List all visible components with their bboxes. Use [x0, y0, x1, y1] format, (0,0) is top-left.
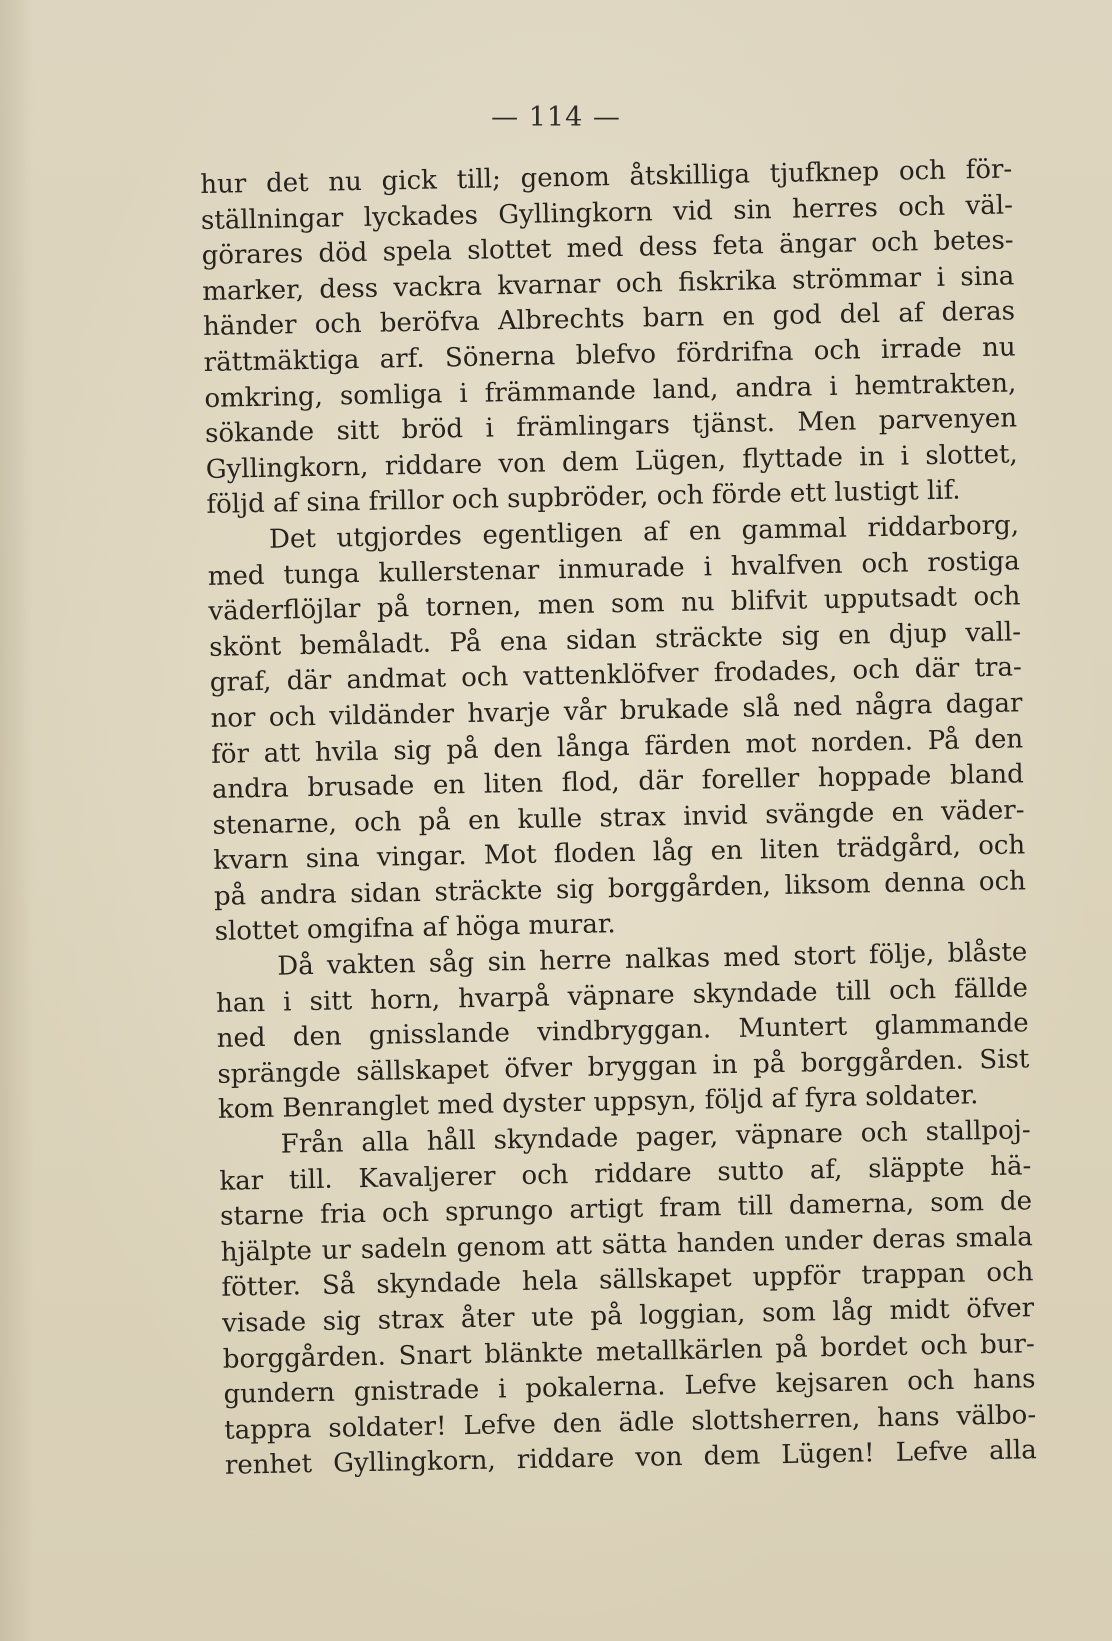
- text-line: omkring, somliga i främmande land, andra i hemtrakten,: [204, 367, 1017, 414]
- text-line: starne fria och sprungo artigt fram till damerna, som de: [219, 1186, 1033, 1233]
- text-line: kom Benranglet med dyster uppsyn, följd af fyra soldater.: [217, 1080, 979, 1126]
- text-line: Från alla håll skyndade pager, väpnare och stallpoj-: [280, 1115, 1031, 1160]
- text-line: stenarne, och på en kulle strax invid svängde en väder-: [212, 794, 1025, 841]
- text-line: han i sitt horn, hvarpå väpnare skyndade till och fällde: [215, 972, 1029, 1019]
- body-text: [200, 152, 1037, 1484]
- text-line: för att hvila sig på den långa färden mot norden. På den: [210, 723, 1024, 770]
- text-line: ställningar lyckades Gyllingkorn vid sin herres och väl-: [200, 189, 1014, 236]
- text-line: slottet omgifna af höga murar.: [214, 909, 616, 948]
- text-line: graf, där andmat och vattenklöfver frodades, och där tra-: [209, 652, 1023, 699]
- text-line: skönt bemåladt. På ena sidan sträckte sig en djup vall-: [208, 617, 1022, 663]
- text-line: väderflöjlar på tornen, men som nu blifvit upputsadt och: [208, 581, 1021, 628]
- text-line: hur det nu gick till; genom åtskilliga tjufknep och för-: [200, 154, 1013, 200]
- text-line: kar till. Kavaljerer och riddare sutto af, släppte hä-: [219, 1150, 1032, 1197]
- text-line: borggården. Snart blänkte metallkärlen på bordet och bur-: [222, 1328, 1036, 1375]
- text-line: med tunga kullerstenar inmurade i hvalfven och rostiga: [207, 545, 1020, 592]
- text-line: nor och vildänder hvarje vår brukade slå ned några dagar: [210, 688, 1023, 734]
- text-line: kvarn sina vingar. Mot floden låg en liten trädgård, och: [213, 830, 1026, 877]
- text-line: rättmäktiga arf. Sönerna blefvo fördrifna och irrade nu: [203, 332, 1016, 378]
- text-line: händer och beröfva Albrechts barn en god del af deras: [202, 296, 1016, 343]
- text-line: hjälpte ur sadeln genom att sätta handen under deras smala: [220, 1222, 1033, 1268]
- text-line: följd af sina frillor och supbröder, och förde ett lustigt lif.: [206, 475, 961, 521]
- page-gutter-shadow: [0, 0, 34, 1641]
- text-line: Då vakten såg sin herre nalkas med stort följe, blåste: [277, 937, 1028, 982]
- text-line: Det utgjordes egentligen af en gammal riddarborg,: [268, 510, 1020, 555]
- text-line: visade sig strax åter ute på loggian, som låg midt öfver: [221, 1293, 1035, 1339]
- text-line: tappra soldater! Lefve den ädle slottsherren, hans välbo-: [223, 1399, 1037, 1446]
- text-line: sökande sitt bröd i främlingars tjänst. Men parvenyen: [204, 403, 1018, 450]
- text-line: på andra sidan sträckte sig borggården, liksom denna och: [213, 866, 1027, 912]
- page-number: — 114 —: [491, 102, 621, 133]
- text-line: gundern gnistrade i pokalerna. Lefve kejsaren och hans: [223, 1364, 1036, 1410]
- text-line: ned den gnisslande vindbryggan. Muntert glammande: [216, 1008, 1029, 1055]
- text-line: fötter. Så skyndade hela sällskapet uppför trappan och: [221, 1257, 1034, 1304]
- text-line: sprängde sällskapet öfver bryggan in på borggården. Sist: [217, 1044, 1030, 1090]
- text-line: renhet Gyllingkorn, riddare von dem Lügen! Lefve alla: [224, 1435, 1038, 1482]
- text-line: görares död spela slottet med dess feta ängar och betes-: [201, 225, 1014, 272]
- text-line: andra brusade en liten flod, där foreller hoppade bland: [211, 759, 1025, 805]
- text-line: Gyllingkorn, riddare von dem Lügen, flyttade in i slottet,: [205, 439, 1018, 485]
- text-line: marker, dess vackra kvarnar och fiskrika strömmar i sina: [202, 261, 1015, 307]
